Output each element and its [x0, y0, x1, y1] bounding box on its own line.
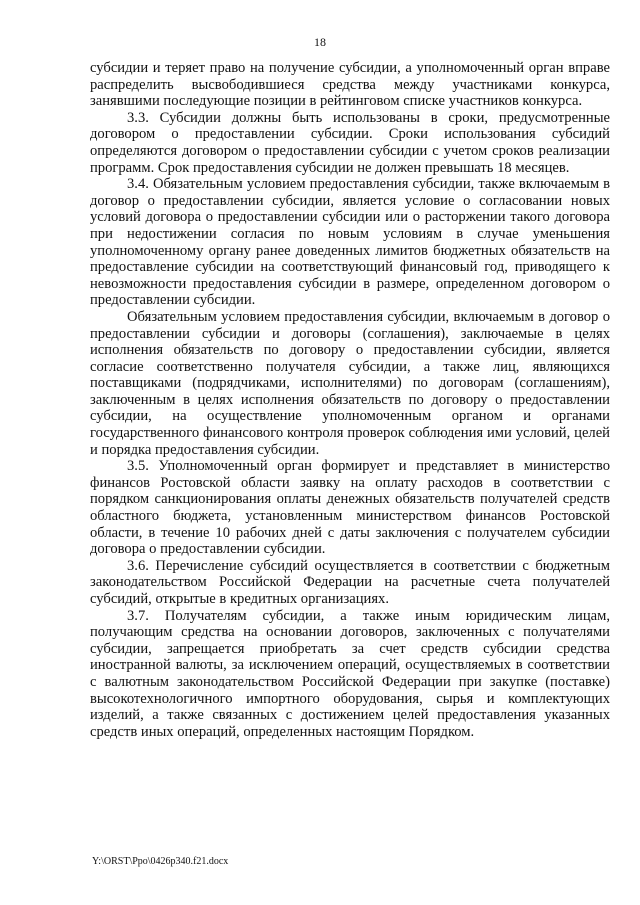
paragraph-3-4-condition: Обязательным условием предоставления субсидии, включаемым в договор о предоставлении субсидии и договоры (соглашения), заключаемые в целях исполнения обязательств по договору о предоставлении субсидии, является согласие соответственно получателя субсидии, а также лиц, являющихся поставщиками (подрядчиками, исполнителями) по договорам (соглашениям), заключенным в целях исполнения обязательств по договору о предоставлении субсидии, на осуществление уполномоченным органом и органами государственного финансового контроля проверок соблюдения ими условий, целей и порядка предоставления субсидии. [90, 308, 610, 458]
paragraph-3-4: 3.4. Обязательным условием предоставления субсидии, также включаемым в договор о предоставлении субсидии, является условие о согласовании новых условий договора о предоставлении субсидии или о расторжении такого договора при недостижении согласия по новым условиям в случае уменьшения уполномоченному органу ранее доведенных лимитов бюджетных обязательств на предоставление субсидии на соответствующий финансовый год, приводящего к невозможности предоставления субсидии в размере, определенном договором о предоставлении субсидии. [90, 176, 610, 309]
document-body [90, 60, 610, 740]
paragraph-3-7: 3.7. Получателям субсидии, а также иным юридическим лицам, получающим средства на основании договоров, заключенных с получателями субсидии, запрещается приобретать за счет средств субсидии средства иностранной валюты, за исключением операций, осуществляемых в соответствии с валютным законодательством Российской Федерации при закупке (поставке) высокотехнологичного импортного оборудования, сырья и комплектующих изделий, а также связанных с достижением целей предоставления указанных средств иных операций, определенных настоящим Порядком. [90, 607, 610, 740]
paragraph-continuation: субсидии и теряет право на получение субсидии, а уполномоченный орган вправе распределить высвободившиеся средства между участниками конкурса, занявшими последующие позиции в рейтинговом списке участников конкурса. [90, 60, 610, 110]
paragraph-3-3: 3.3. Субсидии должны быть использованы в сроки, предусмотренные договором о предоставлении субсидии. Сроки использования субсидий определяются договором о предоставлении субсидии с учетом сроков реализации программ. Срок предоставления субсидии не должен превышать 18 месяцев. [90, 109, 610, 176]
paragraph-3-6: 3.6. Перечисление субсидий осуществляется в соответствии с бюджетным законодательством Российской Федерации на расчетные счета получателей субсидий, открытые в кредитных организациях. [90, 557, 610, 607]
footer-file-path: Y:\ORST\Ppo\0426p340.f21.docx [92, 856, 229, 867]
page-number: 18 [314, 35, 326, 49]
paragraph-3-5: 3.5. Уполномоченный орган формирует и представляет в министерство финансов Ростовской области заявку на оплату расходов в соответствии с порядком санкционирования оплаты денежных обязательств получателей средств областного бюджета, установленным министерством финансов Ростовской области, в течение 10 рабочих дней с даты заключения с получателем субсидии договора о предоставлении субсидии. [90, 458, 610, 558]
